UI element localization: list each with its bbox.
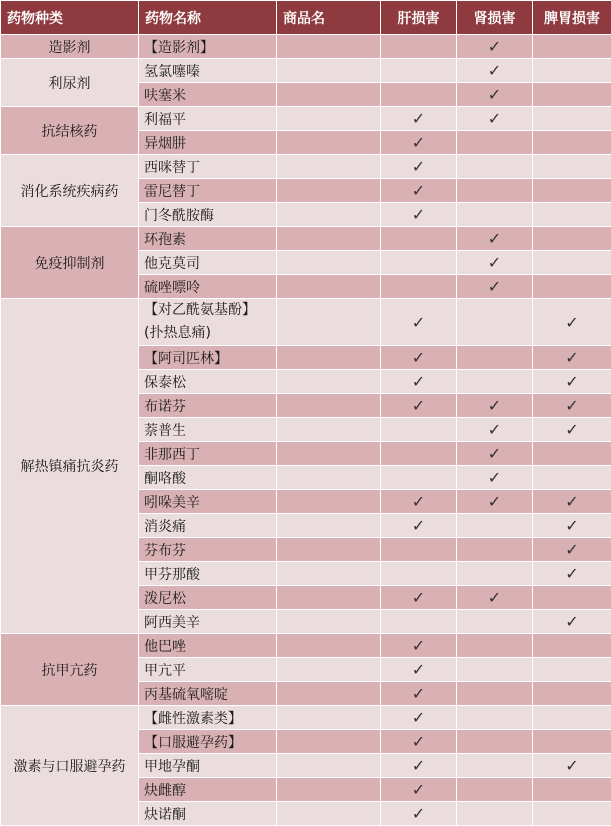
liver-damage-cell <box>381 754 457 778</box>
kidney-damage-cell <box>457 370 533 394</box>
drug-name-cell: 酮咯酸 <box>139 466 277 490</box>
gi-damage-cell <box>533 275 611 299</box>
drug-name-cell: 非那西丁 <box>139 442 277 466</box>
liver-damage-cell <box>381 634 457 658</box>
kidney-damage-cell <box>457 586 533 610</box>
kidney-damage-cell <box>457 179 533 203</box>
drug-name-cell: 保泰松 <box>139 370 277 394</box>
brand-name-cell <box>277 131 381 155</box>
check-icon: ✓ <box>565 492 578 511</box>
gi-damage-cell <box>533 227 611 251</box>
table-row <box>1 706 611 730</box>
liver-damage-cell <box>381 586 457 610</box>
kidney-damage-cell <box>457 754 533 778</box>
drug-name-cell: 丙基硫氧嘧啶 <box>139 682 277 706</box>
kidney-damage-cell <box>457 466 533 490</box>
drug-name-cell: 炔雌醇 <box>139 778 277 802</box>
kidney-damage-cell <box>457 730 533 754</box>
drug-name-cell: 【阿司匹林】 <box>139 346 277 370</box>
gi-damage-cell <box>533 107 611 131</box>
kidney-damage-cell <box>457 610 533 634</box>
gi-damage-cell <box>533 418 611 442</box>
check-icon: ✓ <box>565 516 578 535</box>
check-icon: ✓ <box>412 396 425 415</box>
brand-name-cell <box>277 706 381 730</box>
liver-damage-cell <box>381 538 457 562</box>
drug-name-cell: 消炎痛 <box>139 514 277 538</box>
liver-damage-cell <box>381 59 457 83</box>
check-icon: ✓ <box>565 348 578 367</box>
check-icon: ✓ <box>565 372 578 391</box>
liver-damage-cell <box>381 730 457 754</box>
drug-name-cell: 呋塞米 <box>139 83 277 107</box>
brand-name-cell <box>277 370 381 394</box>
check-icon: ✓ <box>565 564 578 583</box>
liver-damage-cell <box>381 466 457 490</box>
kidney-damage-cell <box>457 299 533 346</box>
brand-name-cell <box>277 610 381 634</box>
gi-damage-cell <box>533 83 611 107</box>
gi-damage-cell <box>533 299 611 346</box>
table-row <box>1 634 611 658</box>
gi-damage-cell <box>533 538 611 562</box>
drug-name-cell: 利福平 <box>139 107 277 131</box>
brand-name-cell <box>277 490 381 514</box>
check-icon: ✓ <box>412 804 425 823</box>
gi-damage-cell <box>533 610 611 634</box>
check-icon: ✓ <box>412 684 425 703</box>
check-icon: ✓ <box>412 372 425 391</box>
brand-name-cell <box>277 634 381 658</box>
liver-damage-cell <box>381 418 457 442</box>
check-icon: ✓ <box>412 348 425 367</box>
table-row <box>1 107 611 131</box>
gi-damage-cell <box>533 490 611 514</box>
check-icon: ✓ <box>412 780 425 799</box>
brand-name-cell <box>277 562 381 586</box>
header-kidney-damage: 肾损害 <box>457 1 533 35</box>
liver-damage-cell <box>381 610 457 634</box>
liver-damage-cell <box>381 658 457 682</box>
category-cell: 解热镇痛抗炎药 <box>1 299 139 634</box>
drug-name-cell: 阿西美辛 <box>139 610 277 634</box>
header-row <box>1 1 611 35</box>
kidney-damage-cell <box>457 658 533 682</box>
kidney-damage-cell <box>457 802 533 826</box>
gi-damage-cell <box>533 35 611 59</box>
check-icon: ✓ <box>488 444 501 463</box>
check-icon: ✓ <box>488 468 501 487</box>
header-brand-name: 商品名 <box>277 1 381 35</box>
check-icon: ✓ <box>412 181 425 200</box>
liver-damage-cell <box>381 514 457 538</box>
gi-damage-cell <box>533 155 611 179</box>
check-icon: ✓ <box>565 313 578 332</box>
liver-damage-cell <box>381 394 457 418</box>
drug-name-cell: 泼尼松 <box>139 586 277 610</box>
liver-damage-cell <box>381 299 457 346</box>
gi-damage-cell <box>533 562 611 586</box>
check-icon: ✓ <box>412 492 425 511</box>
kidney-damage-cell <box>457 634 533 658</box>
drug-name-cell: 【口服避孕药】 <box>139 730 277 754</box>
drug-name-cell: 萘普生 <box>139 418 277 442</box>
liver-damage-cell <box>381 35 457 59</box>
check-icon: ✓ <box>488 253 501 272</box>
gi-damage-cell <box>533 706 611 730</box>
check-icon: ✓ <box>412 732 425 751</box>
kidney-damage-cell <box>457 203 533 227</box>
kidney-damage-cell <box>457 562 533 586</box>
liver-damage-cell <box>381 131 457 155</box>
liver-damage-cell <box>381 155 457 179</box>
category-cell: 激素与口服避孕药 <box>1 706 139 826</box>
drug-name-cell: 氢氯噻嗪 <box>139 59 277 83</box>
category-cell: 免疫抑制剂 <box>1 227 139 299</box>
brand-name-cell <box>277 442 381 466</box>
check-icon: ✓ <box>488 85 501 104</box>
kidney-damage-cell <box>457 490 533 514</box>
check-icon: ✓ <box>412 708 425 727</box>
liver-damage-cell <box>381 107 457 131</box>
kidney-damage-cell <box>457 418 533 442</box>
check-icon: ✓ <box>488 420 501 439</box>
liver-damage-cell <box>381 275 457 299</box>
brand-name-cell <box>277 778 381 802</box>
check-icon: ✓ <box>412 756 425 775</box>
brand-name-cell <box>277 514 381 538</box>
header-drug-name: 药物名称 <box>139 1 277 35</box>
check-icon: ✓ <box>412 133 425 152</box>
category-cell: 消化系统疾病药 <box>1 155 139 227</box>
check-icon: ✓ <box>412 588 425 607</box>
table-row <box>1 35 611 59</box>
check-icon: ✓ <box>488 61 501 80</box>
kidney-damage-cell <box>457 346 533 370</box>
gi-damage-cell <box>533 59 611 83</box>
gi-damage-cell <box>533 251 611 275</box>
check-icon: ✓ <box>565 420 578 439</box>
kidney-damage-cell <box>457 59 533 83</box>
drug-name-cell: 布诺芬 <box>139 394 277 418</box>
brand-name-cell <box>277 59 381 83</box>
drug-name-cell: 他巴唑 <box>139 634 277 658</box>
liver-damage-cell <box>381 562 457 586</box>
kidney-damage-cell <box>457 83 533 107</box>
liver-damage-cell <box>381 778 457 802</box>
kidney-damage-cell <box>457 131 533 155</box>
drug-name-cell: 吲哚美辛 <box>139 490 277 514</box>
brand-name-cell <box>277 179 381 203</box>
category-cell: 造影剂 <box>1 35 139 59</box>
gi-damage-cell <box>533 179 611 203</box>
brand-name-cell <box>277 35 381 59</box>
check-icon: ✓ <box>565 612 578 631</box>
check-icon: ✓ <box>488 37 501 56</box>
check-icon: ✓ <box>488 492 501 511</box>
brand-name-cell <box>277 658 381 682</box>
table-row <box>1 59 611 83</box>
table-body <box>1 35 611 826</box>
brand-name-cell <box>277 346 381 370</box>
check-icon: ✓ <box>412 205 425 224</box>
brand-name-cell <box>277 275 381 299</box>
drug-name-cell: 甲亢平 <box>139 658 277 682</box>
liver-damage-cell <box>381 682 457 706</box>
liver-damage-cell <box>381 83 457 107</box>
category-cell: 抗甲亢药 <box>1 634 139 706</box>
header-liver-damage: 肝损害 <box>381 1 457 35</box>
check-icon: ✓ <box>412 516 425 535</box>
liver-damage-cell <box>381 442 457 466</box>
gi-damage-cell <box>533 442 611 466</box>
table-row <box>1 227 611 251</box>
check-icon: ✓ <box>412 313 425 332</box>
kidney-damage-cell <box>457 107 533 131</box>
kidney-damage-cell <box>457 682 533 706</box>
brand-name-cell <box>277 418 381 442</box>
drug-name-cell: 环孢素 <box>139 227 277 251</box>
liver-damage-cell <box>381 227 457 251</box>
drug-name-cell: 炔诺酮 <box>139 802 277 826</box>
header-category: 药物种类 <box>1 1 139 35</box>
brand-name-cell <box>277 682 381 706</box>
gi-damage-cell <box>533 586 611 610</box>
brand-name-cell <box>277 466 381 490</box>
kidney-damage-cell <box>457 251 533 275</box>
drug-name-cell: 【对乙酰氨基酚】(扑热息痛) <box>139 299 277 346</box>
check-icon: ✓ <box>412 157 425 176</box>
kidney-damage-cell <box>457 514 533 538</box>
check-icon: ✓ <box>565 396 578 415</box>
check-icon: ✓ <box>412 636 425 655</box>
drug-name-cell: 异烟肼 <box>139 131 277 155</box>
check-icon: ✓ <box>412 109 425 128</box>
kidney-damage-cell <box>457 394 533 418</box>
check-icon: ✓ <box>488 588 501 607</box>
brand-name-cell <box>277 730 381 754</box>
check-icon: ✓ <box>488 229 501 248</box>
check-icon: ✓ <box>488 109 501 128</box>
liver-damage-cell <box>381 251 457 275</box>
kidney-damage-cell <box>457 275 533 299</box>
gi-damage-cell <box>533 682 611 706</box>
category-cell: 利尿剂 <box>1 59 139 107</box>
brand-name-cell <box>277 802 381 826</box>
gi-damage-cell <box>533 754 611 778</box>
brand-name-cell <box>277 394 381 418</box>
liver-damage-cell <box>381 490 457 514</box>
brand-name-cell <box>277 538 381 562</box>
gi-damage-cell <box>533 346 611 370</box>
brand-name-cell <box>277 203 381 227</box>
check-icon: ✓ <box>488 396 501 415</box>
category-cell: 抗结核药 <box>1 107 139 155</box>
gi-damage-cell <box>533 466 611 490</box>
liver-damage-cell <box>381 370 457 394</box>
brand-name-cell <box>277 83 381 107</box>
gi-damage-cell <box>533 802 611 826</box>
kidney-damage-cell <box>457 538 533 562</box>
brand-name-cell <box>277 586 381 610</box>
brand-name-cell <box>277 299 381 346</box>
table-row <box>1 299 611 346</box>
brand-name-cell <box>277 227 381 251</box>
gi-damage-cell <box>533 730 611 754</box>
brand-name-cell <box>277 251 381 275</box>
brand-name-cell <box>277 754 381 778</box>
kidney-damage-cell <box>457 706 533 730</box>
liver-damage-cell <box>381 802 457 826</box>
check-icon: ✓ <box>488 277 501 296</box>
drug-name-cell: 【雌性激素类】 <box>139 706 277 730</box>
liver-damage-cell <box>381 706 457 730</box>
drug-name-cell: 西咪替丁 <box>139 155 277 179</box>
kidney-damage-cell <box>457 35 533 59</box>
drug-name-cell: 甲地孕酮 <box>139 754 277 778</box>
gi-damage-cell <box>533 131 611 155</box>
kidney-damage-cell <box>457 227 533 251</box>
gi-damage-cell <box>533 634 611 658</box>
brand-name-cell <box>277 107 381 131</box>
gi-damage-cell <box>533 370 611 394</box>
drug-name-cell: 雷尼替丁 <box>139 179 277 203</box>
gi-damage-cell <box>533 658 611 682</box>
table-row <box>1 155 611 179</box>
gi-damage-cell <box>533 394 611 418</box>
gi-damage-cell <box>533 203 611 227</box>
drug-name-cell: 甲芬那酸 <box>139 562 277 586</box>
gi-damage-cell <box>533 514 611 538</box>
check-icon: ✓ <box>565 540 578 559</box>
drug-name-cell: 门冬酰胺酶 <box>139 203 277 227</box>
brand-name-cell <box>277 155 381 179</box>
kidney-damage-cell <box>457 778 533 802</box>
header-gi-damage: 脾胃损害 <box>533 1 611 35</box>
check-icon: ✓ <box>565 756 578 775</box>
kidney-damage-cell <box>457 155 533 179</box>
drug-name-cell: 芬布芬 <box>139 538 277 562</box>
drug-name-cell: 硫唑嘌呤 <box>139 275 277 299</box>
kidney-damage-cell <box>457 442 533 466</box>
gi-damage-cell <box>533 778 611 802</box>
liver-damage-cell <box>381 179 457 203</box>
liver-damage-cell <box>381 346 457 370</box>
check-icon: ✓ <box>412 660 425 679</box>
drug-name-cell: 他克莫司 <box>139 251 277 275</box>
drug-name-cell: 【造影剂】 <box>139 35 277 59</box>
liver-damage-cell <box>381 203 457 227</box>
